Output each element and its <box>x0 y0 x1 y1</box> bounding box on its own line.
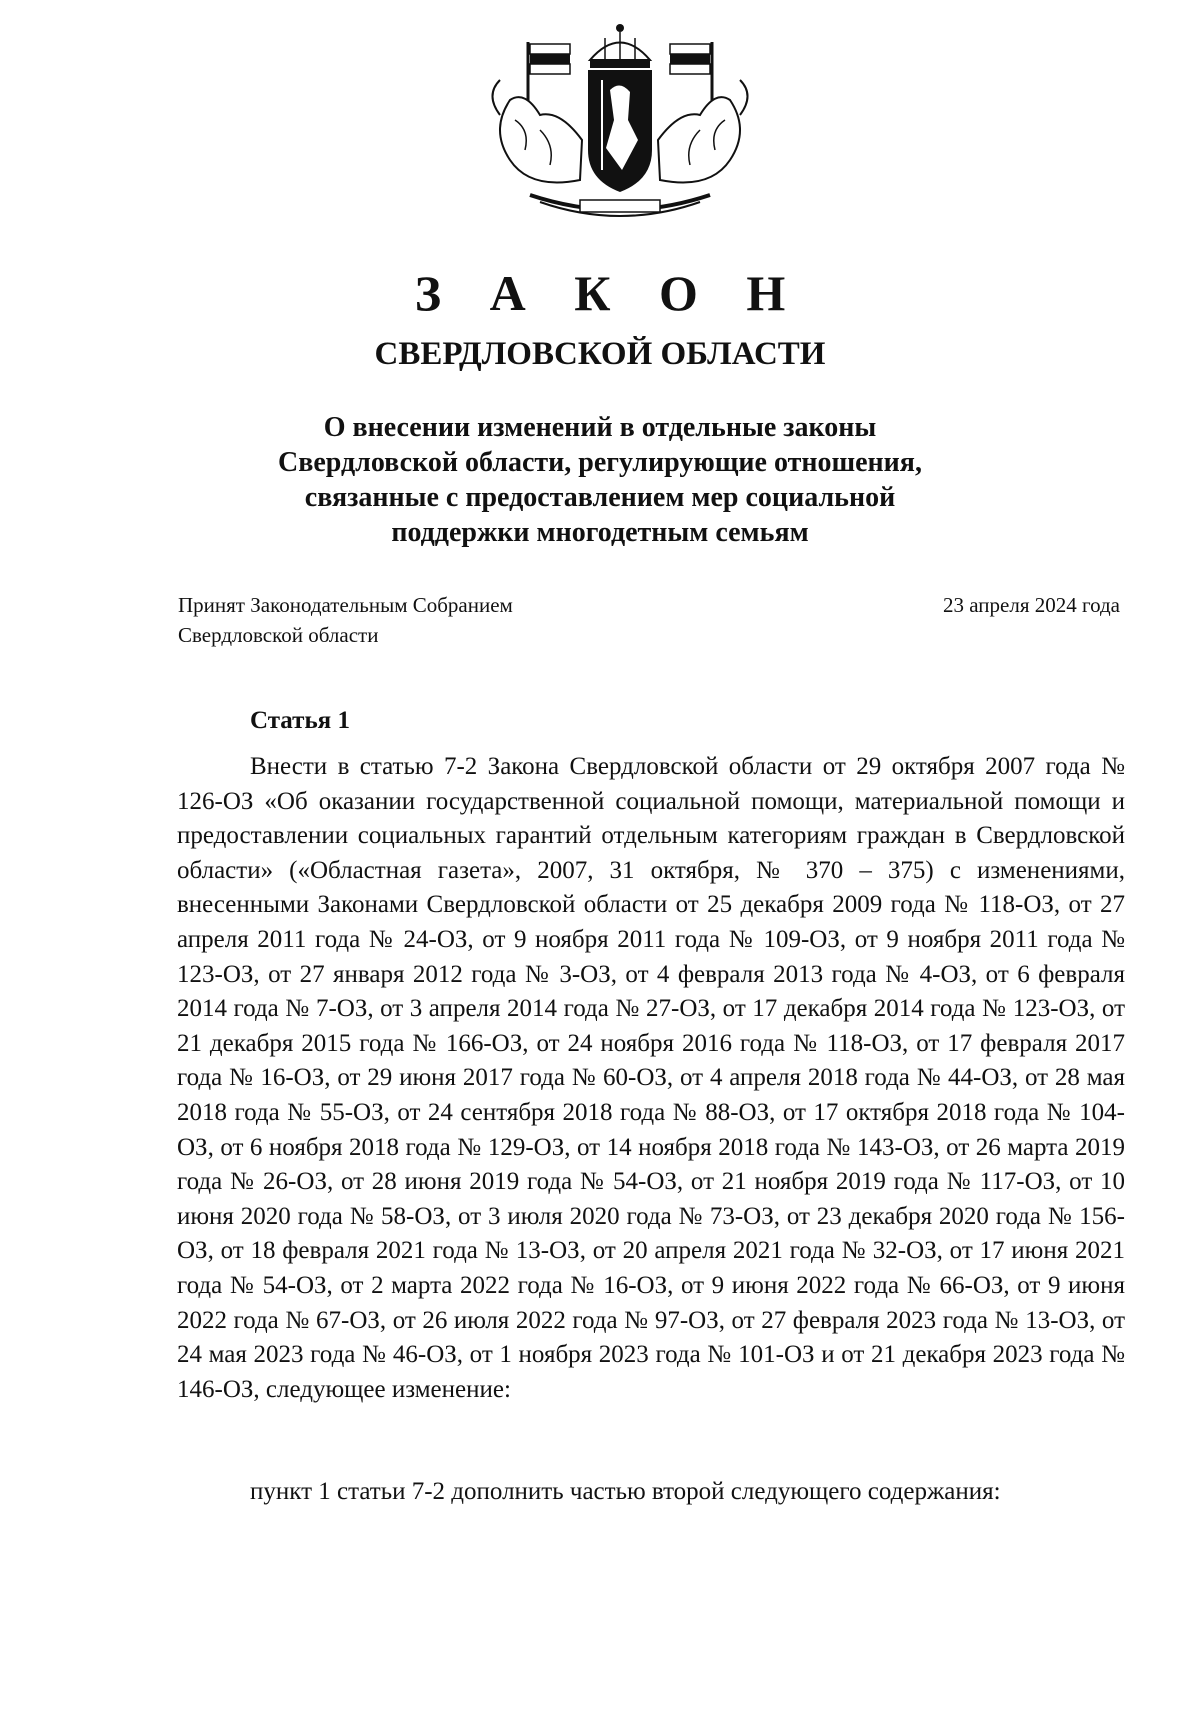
subtitle-line: поддержки многодетным семьям <box>391 517 809 548</box>
document-subtitle <box>180 410 1020 550</box>
laurel-base-icon <box>530 195 710 216</box>
adopted-line: Свердловской области <box>178 623 379 647</box>
adopted-date: 23 апреля 2024 года <box>943 593 1120 617</box>
left-griffin-icon <box>493 80 583 183</box>
adopted-by <box>178 590 513 650</box>
crown-icon <box>590 24 650 68</box>
shield-icon <box>588 70 652 192</box>
article-paragraph: пункт 1 статьи 7-2 дополнить частью второй следующего содержания: <box>250 1478 1001 1505</box>
subtitle-line: О внесении изменений в отдельные законы <box>323 412 877 443</box>
document-region: СВЕРДЛОВСКОЙ ОБЛАСТИ <box>374 336 826 372</box>
subtitle-line: Свердловской области, регулирующие отношения, <box>278 447 922 478</box>
document-title: З А К О Н <box>414 265 804 321</box>
article-paragraph: Внести в статью 7-2 Закона Свердловской области от 29 октября 2007 года № 126-ОЗ «Об оказании государственной социальной помощи, материальной помощи и предоставлении социальных гарантий отдельным категориям граждан в Свердловской области» («Областная газета», 2007, 31 октября, № 370 – 375) с изменениями, внесенными Законами Свердловской области от 25 декабря 2009 года № 118-ОЗ, от 27 апреля 2011 года № 24-ОЗ, от 9 ноября 2011 года № 109-ОЗ, от 9 ноября 2011 года № 123-ОЗ, от 27 января 2012 года № 3-ОЗ, от 4 февраля 2013 года № 4-ОЗ, от 6 февраля 2014 года № 7-ОЗ, от 3 апреля 2014 года № 27-ОЗ, от 17 декабря 2014 года № 123-ОЗ, от 21 декабря 2015 года № 166-ОЗ, от 24 ноября 2016 года № 118-ОЗ, от 17 февраля 2017 года № 16-ОЗ, от 29 июня 2017 года № 60-ОЗ, от 4 апреля 2018 года № 44-ОЗ, от 28 мая 2018 года № 55-ОЗ, от 24 сентября 2018 года № 88-ОЗ, от 17 октября 2018 года № 104-ОЗ, от 6 ноября 2018 года № 129-ОЗ, от 14 ноября 2018 года № 143-ОЗ, от 26 марта 2019 года № 26-ОЗ, от 28 июня 2019 года № 54-ОЗ, от 21 ноября 2019 года № 117-ОЗ, от 10 июня 2020 года № 58-ОЗ, от 3 июля 2020 года № 73-ОЗ, от 23 декабря 2020 года № 156-ОЗ, от 18 февраля 2021 года № 13-ОЗ, от 20 апреля 2021 года № 32-ОЗ, от 17 июня 2021 года № 54-ОЗ, от 2 марта 2022 года № 16-ОЗ, от 9 июня 2022 года № 66-ОЗ, от 9 июня 2022 года № 67-ОЗ, от 26 июля 2022 года № 97-ОЗ, от 27 февраля 2023 года № 13-ОЗ, от 24 мая 2023 года № 46-ОЗ, от 1 ноября 2023 года № 101-ОЗ и от 21 декабря 2023 года № 146-ОЗ, следующее изменение: <box>177 753 1125 1403</box>
article-title: Статья 1 <box>250 707 350 734</box>
right-griffin-icon <box>658 80 748 183</box>
subtitle-line: связанные с предоставлением мер социальной <box>304 482 896 513</box>
coat-of-arms-emblem <box>470 20 770 230</box>
adopted-line: Принят Законодательным Собранием <box>178 593 513 617</box>
